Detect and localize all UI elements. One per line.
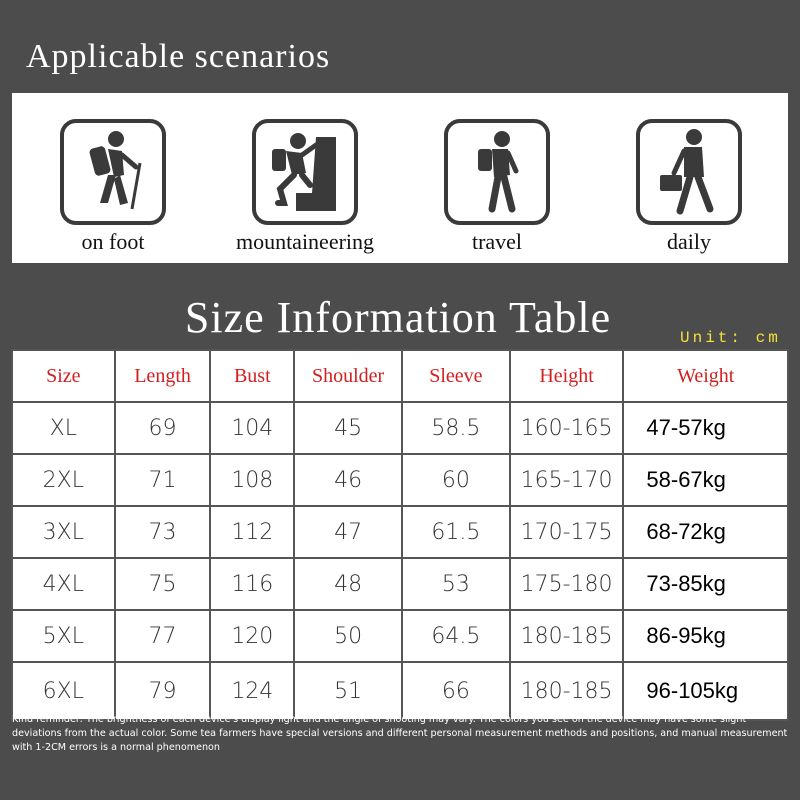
cell-weight: 68-72kg [623,506,788,558]
table-row [12,454,788,506]
scenario-label: mountaineering [235,229,375,254]
cell-length: 79 [115,662,211,720]
cell-weight: 96-105kg [623,662,788,720]
cell-height: 175-180 [510,558,624,610]
cell-bust: 104 [210,402,294,454]
cell-bust: 116 [210,558,294,610]
scenarios-title: Applicable scenarios [26,38,331,75]
cell-weight: 58-67kg [623,454,788,506]
cell-weight: 73-85kg [623,558,788,610]
cell-size: 4XL [12,558,115,610]
header-bust: Bust [210,350,294,402]
cell-height: 180-185 [510,662,624,720]
header-sleeve: Sleeve [402,350,510,402]
cell-height: 170-175 [510,506,624,558]
scenario-travel [424,111,574,261]
size-table [11,349,789,721]
scenario-label: daily [667,229,711,254]
cell-length: 73 [115,506,211,558]
cell-shoulder: 45 [294,402,402,454]
cell-shoulder: 46 [294,454,402,506]
cell-size: 3XL [12,506,115,558]
cell-shoulder: 51 [294,662,402,720]
scenarios-panel [12,93,788,263]
table-row [12,558,788,610]
header-weight: Weight [623,350,788,402]
scenario-label: on foot [81,229,145,254]
cell-sleeve: 64.5 [402,610,510,662]
size-table-title: Size Information Table [184,293,612,342]
cell-shoulder: 47 [294,506,402,558]
header-shoulder: Shoulder [294,350,402,402]
cell-sleeve: 53 [402,558,510,610]
table-row [12,610,788,662]
cell-size: 5XL [12,610,115,662]
cell-length: 75 [115,558,211,610]
cell-height: 160-165 [510,402,624,454]
scenario-mountaineering [232,111,382,261]
cell-length: 69 [115,402,211,454]
unit-label: Unit: cm [680,329,781,347]
cell-sleeve: 60 [402,454,510,506]
cell-bust: 120 [210,610,294,662]
header-length: Length [115,350,211,402]
cell-sleeve: 61.5 [402,506,510,558]
backpack-walker-icon [444,119,550,225]
scenario-daily [616,111,766,261]
cell-bust: 108 [210,454,294,506]
cell-bust: 124 [210,662,294,720]
table-row [12,662,788,720]
cell-size: XL [12,402,115,454]
scenario-on-foot [40,111,190,261]
kind-reminder-text: Kind reminder: The brightness of each device's display light and the angle of shooting may vary. The colors you see on the device may have some slight deviations from the actual color. Some tea farmers have special versions and different personal measurement methods and positions, and manual measurement with 1-2CM errors is a normal phenomenon [12,714,788,753]
scenarios-header [0,0,800,90]
cell-size: 2XL [12,454,115,506]
cell-length: 71 [115,454,211,506]
cell-shoulder: 50 [294,610,402,662]
header-size: Size [12,350,115,402]
cell-weight: 47-57kg [623,402,788,454]
cell-height: 180-185 [510,610,624,662]
cell-height: 165-170 [510,454,624,506]
header-height: Height [510,350,624,402]
cell-bust: 112 [210,506,294,558]
cell-size: 6XL [12,662,115,720]
table-row [12,402,788,454]
scenario-label: travel [471,229,523,254]
briefcase-walker-icon [636,119,742,225]
cell-length: 77 [115,610,211,662]
table-header-row [12,350,788,402]
cell-shoulder: 48 [294,558,402,610]
cell-sleeve: 66 [402,662,510,720]
climbing-icon [252,119,358,225]
table-row [12,506,788,558]
cell-weight: 86-95kg [623,610,788,662]
cell-sleeve: 58.5 [402,402,510,454]
hiking-icon [60,119,166,225]
